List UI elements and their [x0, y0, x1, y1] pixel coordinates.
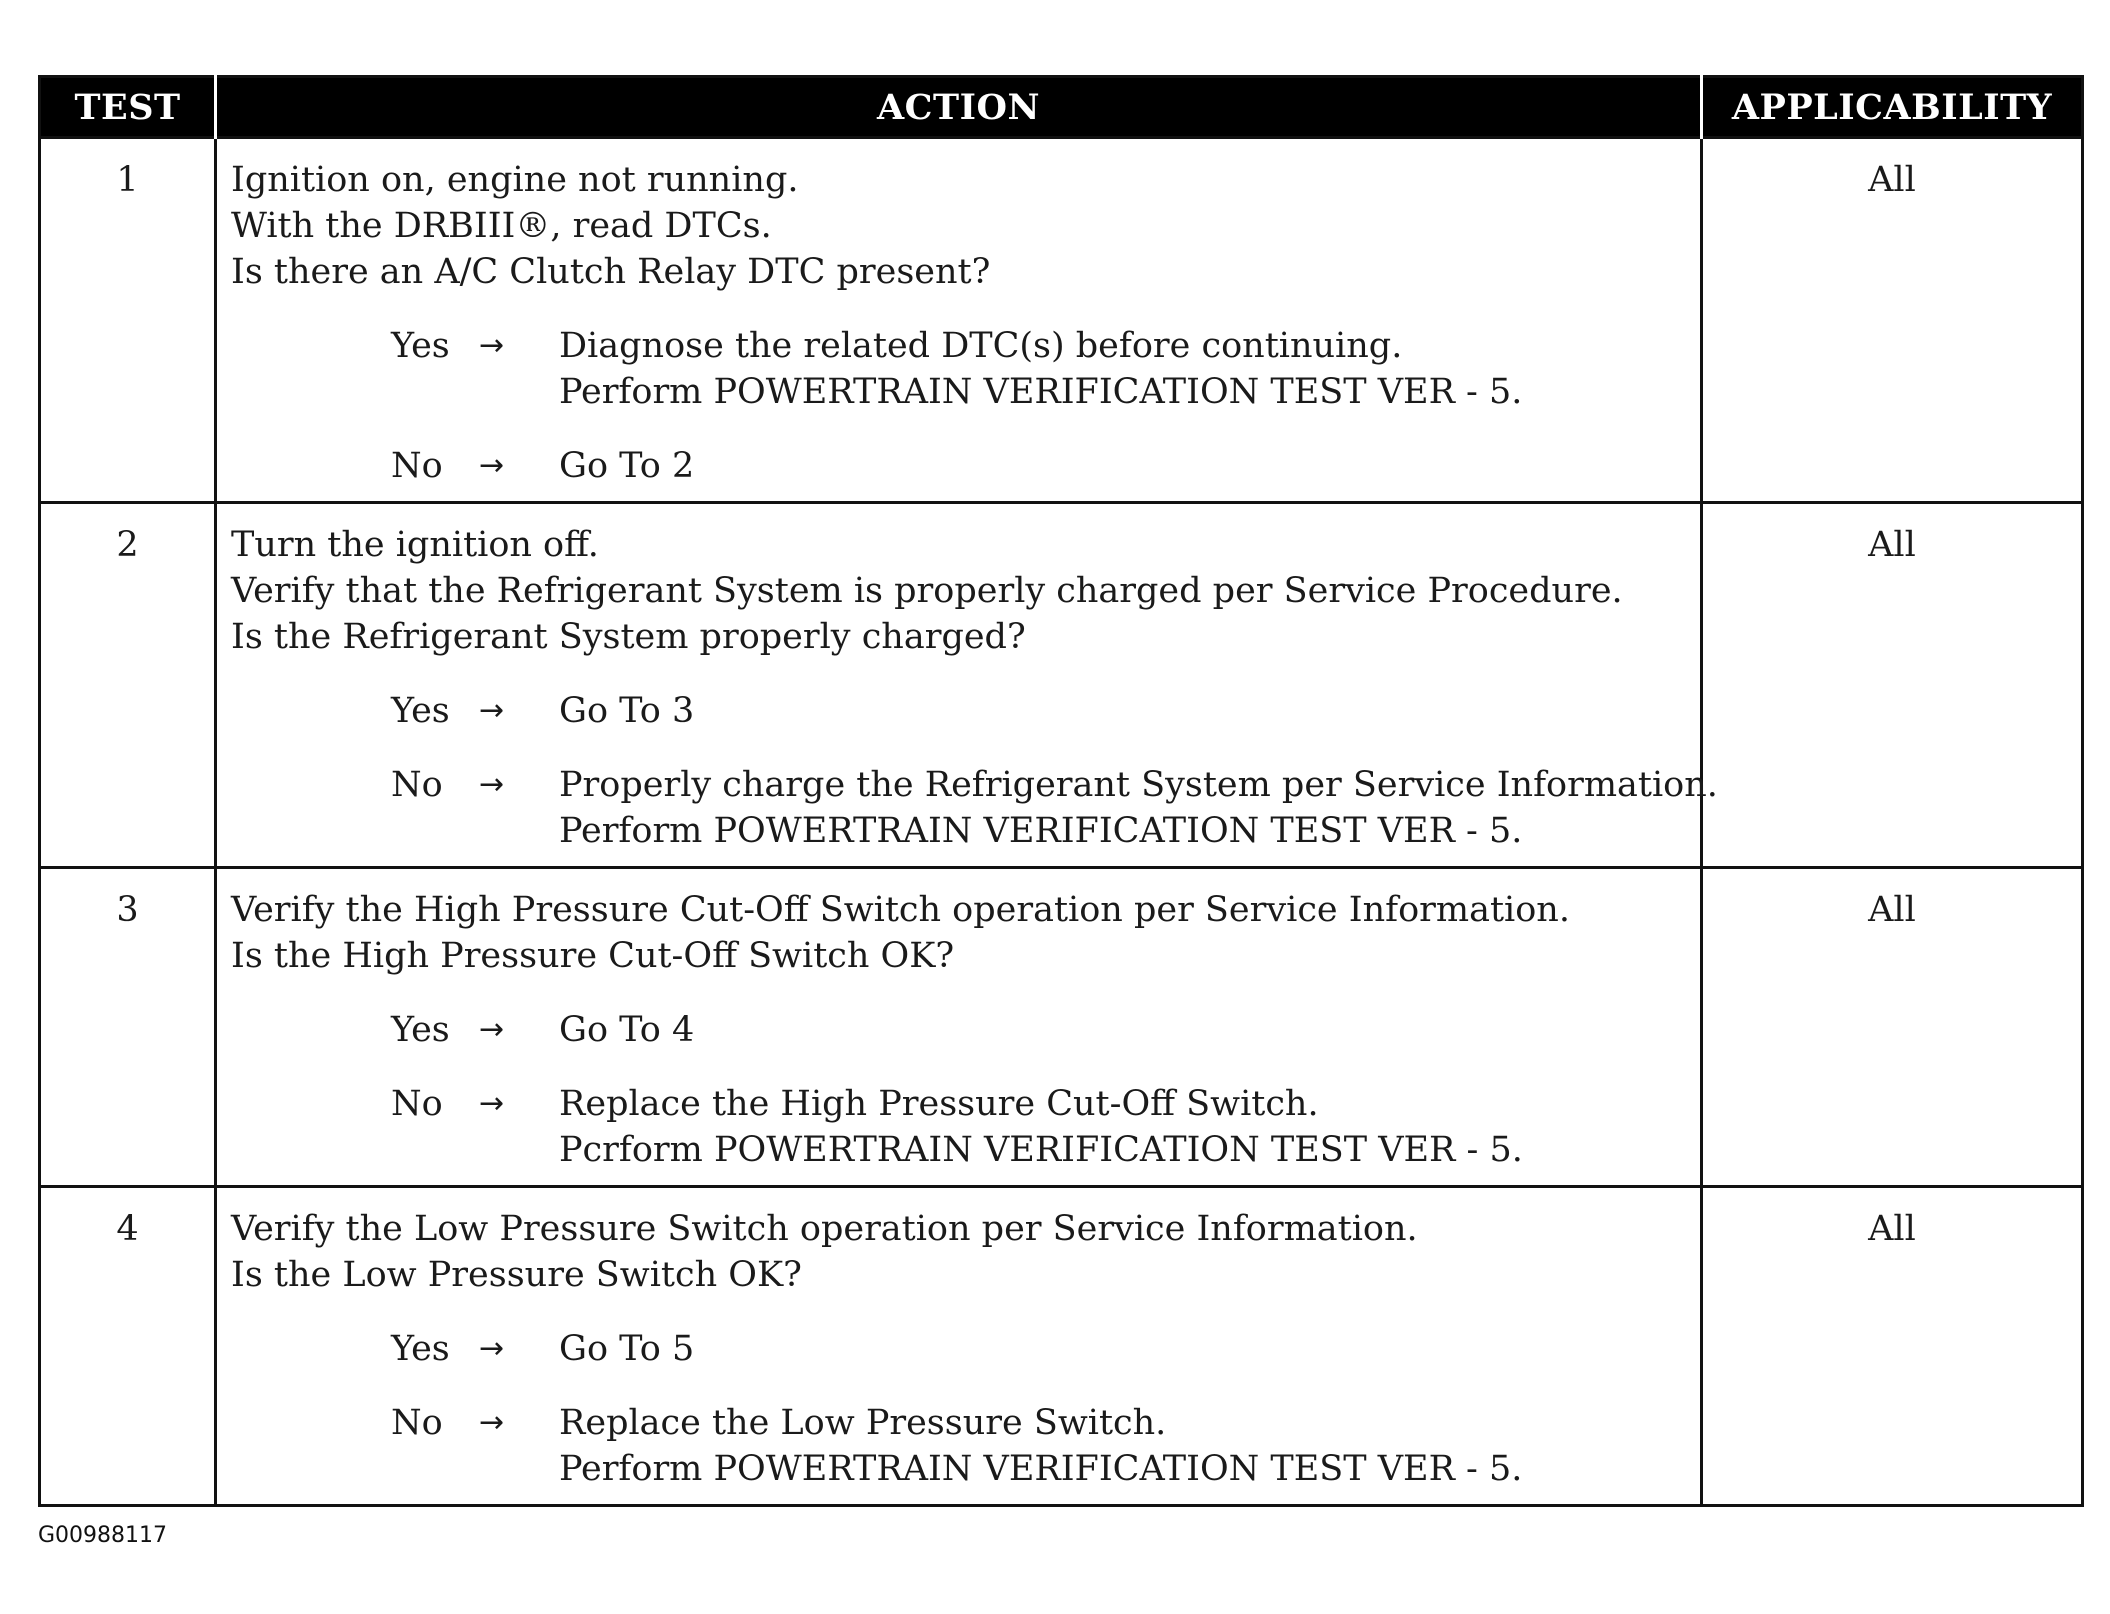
arrow-right-icon: →	[479, 448, 505, 483]
applicability: All	[1702, 1187, 2083, 1506]
test-number: 4	[40, 1187, 216, 1506]
table-row	[40, 1187, 2083, 1506]
no-result-line: Replace the High Pressure Cut-Off Switch.	[559, 1084, 1319, 1124]
action-line: Verify the High Pressure Cut-Off Switch operation per Service Information.	[231, 890, 1570, 930]
no-result-line: Replace the Low Pressure Switch.	[559, 1403, 1167, 1443]
yes-label: Yes	[391, 691, 450, 731]
yes-label: Yes	[391, 326, 450, 366]
yes-result	[559, 323, 1690, 415]
no-label: No	[391, 765, 443, 805]
yes-result	[559, 1007, 1690, 1053]
diagnostic-test-table	[38, 75, 2084, 1507]
action-line: Is there an A/C Clutch Relay DTC present?	[231, 252, 991, 292]
action-line: Ignition on, engine not running.	[231, 160, 799, 200]
action-line: Verify that the Refrigerant System is properly charged per Service Procedure.	[231, 571, 1623, 611]
action-line: Is the Refrigerant System properly charged?	[231, 617, 1026, 657]
action-cell	[216, 138, 1702, 503]
yes-result-line: Go To 4	[559, 1010, 695, 1050]
action-line: Is the Low Pressure Switch OK?	[231, 1255, 802, 1295]
applicability: All	[1702, 868, 2083, 1187]
action-cell	[216, 868, 1702, 1187]
no-branch	[391, 1400, 1690, 1492]
action-line: Is the High Pressure Cut-Off Switch OK?	[231, 936, 955, 976]
yes-branch	[391, 1007, 1690, 1053]
no-result	[559, 443, 1690, 489]
action-line: Verify the Low Pressure Switch operation per Service Information.	[231, 1209, 1418, 1249]
table-row	[40, 503, 2083, 868]
no-label: No	[391, 1403, 443, 1443]
yes-label: Yes	[391, 1010, 450, 1050]
action-line: With the DRBIII®, read DTCs.	[231, 206, 772, 246]
table-header-row	[40, 77, 2083, 138]
no-result-line: Perform POWERTRAIN VERIFICATION TEST VER - 5.	[559, 811, 1523, 851]
table-row	[40, 138, 2083, 503]
yes-result-line: Perform POWERTRAIN VERIFICATION TEST VER - 5.	[559, 372, 1523, 412]
yes-result	[559, 688, 1690, 734]
header-test: TEST	[40, 77, 216, 138]
action-line: Turn the ignition off.	[231, 525, 599, 565]
diagnostic-test-table-wrapper	[38, 75, 2081, 1507]
no-result	[559, 762, 1718, 854]
arrow-right-icon: →	[479, 328, 505, 363]
table-row	[40, 868, 2083, 1187]
no-label: No	[391, 1084, 443, 1124]
header-action: ACTION	[216, 77, 1702, 138]
action-cell	[216, 503, 1718, 868]
header-applicability: APPLICABILITY	[1702, 77, 2083, 138]
action-cell	[216, 1187, 1702, 1506]
arrow-right-icon: →	[479, 693, 505, 728]
yes-label: Yes	[391, 1329, 450, 1369]
yes-result	[559, 1326, 1690, 1372]
arrow-right-icon: →	[479, 1086, 505, 1121]
no-branch	[391, 1081, 1690, 1173]
no-result-line: Pcrform POWERTRAIN VERIFICATION TEST VER - 5.	[559, 1130, 1523, 1170]
yes-result-line: Diagnose the related DTC(s) before continuing.	[559, 326, 1403, 366]
test-number: 1	[40, 138, 216, 503]
no-label: No	[391, 446, 443, 486]
yes-branch	[391, 1326, 1690, 1372]
no-result-line: Go To 2	[559, 446, 695, 486]
applicability: All	[1702, 503, 2083, 868]
test-number: 2	[40, 503, 216, 868]
test-number: 3	[40, 868, 216, 1187]
arrow-right-icon: →	[479, 1012, 505, 1047]
no-result-line: Perform POWERTRAIN VERIFICATION TEST VER - 5.	[559, 1449, 1523, 1489]
applicability: All	[1702, 138, 2083, 503]
no-result	[559, 1400, 1690, 1492]
figure-id: G00988117	[38, 1523, 168, 1548]
yes-result-line: Go To 3	[559, 691, 695, 731]
yes-branch	[391, 323, 1690, 415]
no-result-line: Properly charge the Refrigerant System per Service Information.	[559, 765, 1718, 805]
yes-result-line: Go To 5	[559, 1329, 695, 1369]
no-result	[559, 1081, 1690, 1173]
arrow-right-icon: →	[479, 767, 505, 802]
arrow-right-icon: →	[479, 1331, 505, 1366]
no-branch	[391, 762, 1718, 854]
no-branch	[391, 443, 1690, 489]
arrow-right-icon: →	[479, 1405, 505, 1440]
yes-branch	[391, 688, 1690, 734]
